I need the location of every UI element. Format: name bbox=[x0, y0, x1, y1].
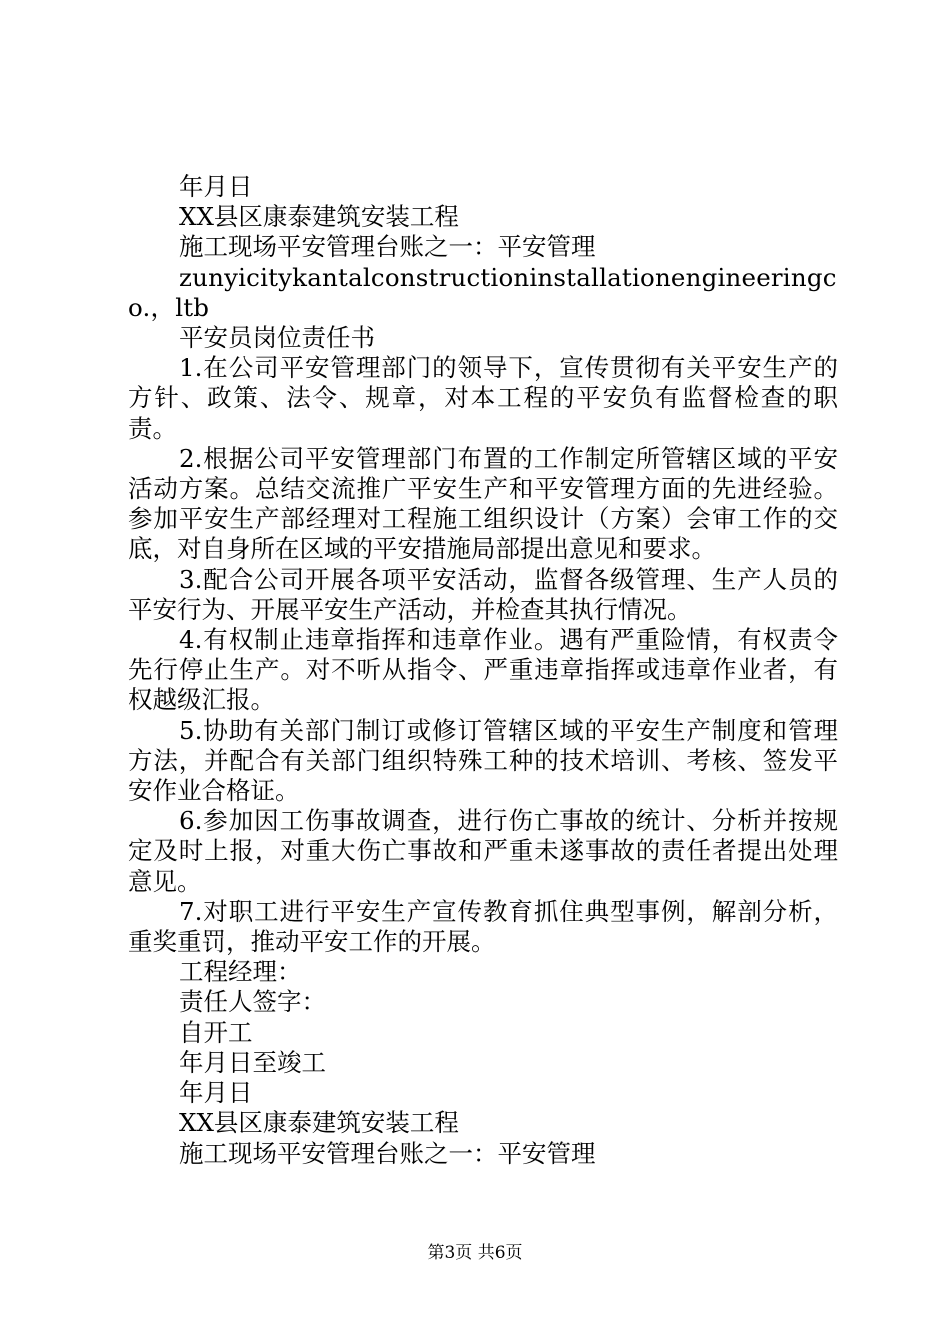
end-date-line: 年月日 bbox=[179, 1078, 253, 1108]
duty-item-4: 4.有权制止违章指挥和违章作业。遇有严重险情，有权责令先行停止生产。对不听从指令、严重违章指挥或违章作业者，有权越级汇报。 bbox=[128, 625, 838, 715]
ledger-title: 施工现场平安管理台账之一：平安管理 bbox=[179, 232, 596, 262]
date-line: 年月日 bbox=[179, 172, 253, 201]
page-number-footer: 第3页 共6页 bbox=[427, 1243, 523, 1263]
document-body bbox=[128, 172, 838, 1169]
duty-item-3: 3.配合公司开展各项平安活动，监督各级管理、生产人员的平安行为、开展平安生产活动，并检查其执行情况。 bbox=[128, 564, 838, 624]
start-label: 自开工 bbox=[179, 1017, 253, 1047]
project-manager-label: 工程经理： bbox=[179, 957, 302, 987]
duty-item-7: 7.对职工进行平安生产宣传教育抓住典型事例，解剖分析，重奖重罚，推动平安工作的开展。 bbox=[128, 896, 838, 957]
duty-item-5: 5.协助有关部门制订或修订管辖区域的平安生产制度和管理方法，并配合有关部门组织特殊工种的技术培训、考核、签发平安作业合格证。 bbox=[128, 715, 838, 806]
company-name: XX县区康泰建筑安装工程 bbox=[179, 202, 459, 232]
document-title: 平安员岗位责任书 bbox=[179, 323, 375, 353]
ledger-title-repeat: 施工现场平安管理台账之一：平安管理 bbox=[179, 1138, 596, 1168]
responsible-signature-label: 责任人签字： bbox=[179, 987, 326, 1017]
company-english-name: zunyicitykantalconstructioninstallationengineeringco.，ltb bbox=[128, 262, 837, 322]
duty-item-2: 2.根据公司平安管理部门布置的工作制定所管辖区域的平安活动方案。总结交流推广平安生产和平安管理方面的先进经验。参加平安生产部经理对工程施工组织设计（方案）会审工作的交底，对自身所在区域的平安措施局部提出意见和要求。 bbox=[128, 443, 838, 564]
duty-item-1: 1.在公司平安管理部门的领导下，宣传贯彻有关平安生产的方针、政策、法令、规章，对本工程的平安负有监督检查的职责。 bbox=[128, 353, 838, 443]
date-range-line: 年月日至竣工 bbox=[179, 1047, 326, 1077]
duty-item-6: 6.参加因工伤事故调查，进行伤亡事故的统计、分析并按规定及时上报，对重大伤亡事故和严重未遂事故的责任者提出处理意见。 bbox=[128, 806, 838, 896]
company-name-repeat: XX县区康泰建筑安装工程 bbox=[179, 1108, 459, 1138]
